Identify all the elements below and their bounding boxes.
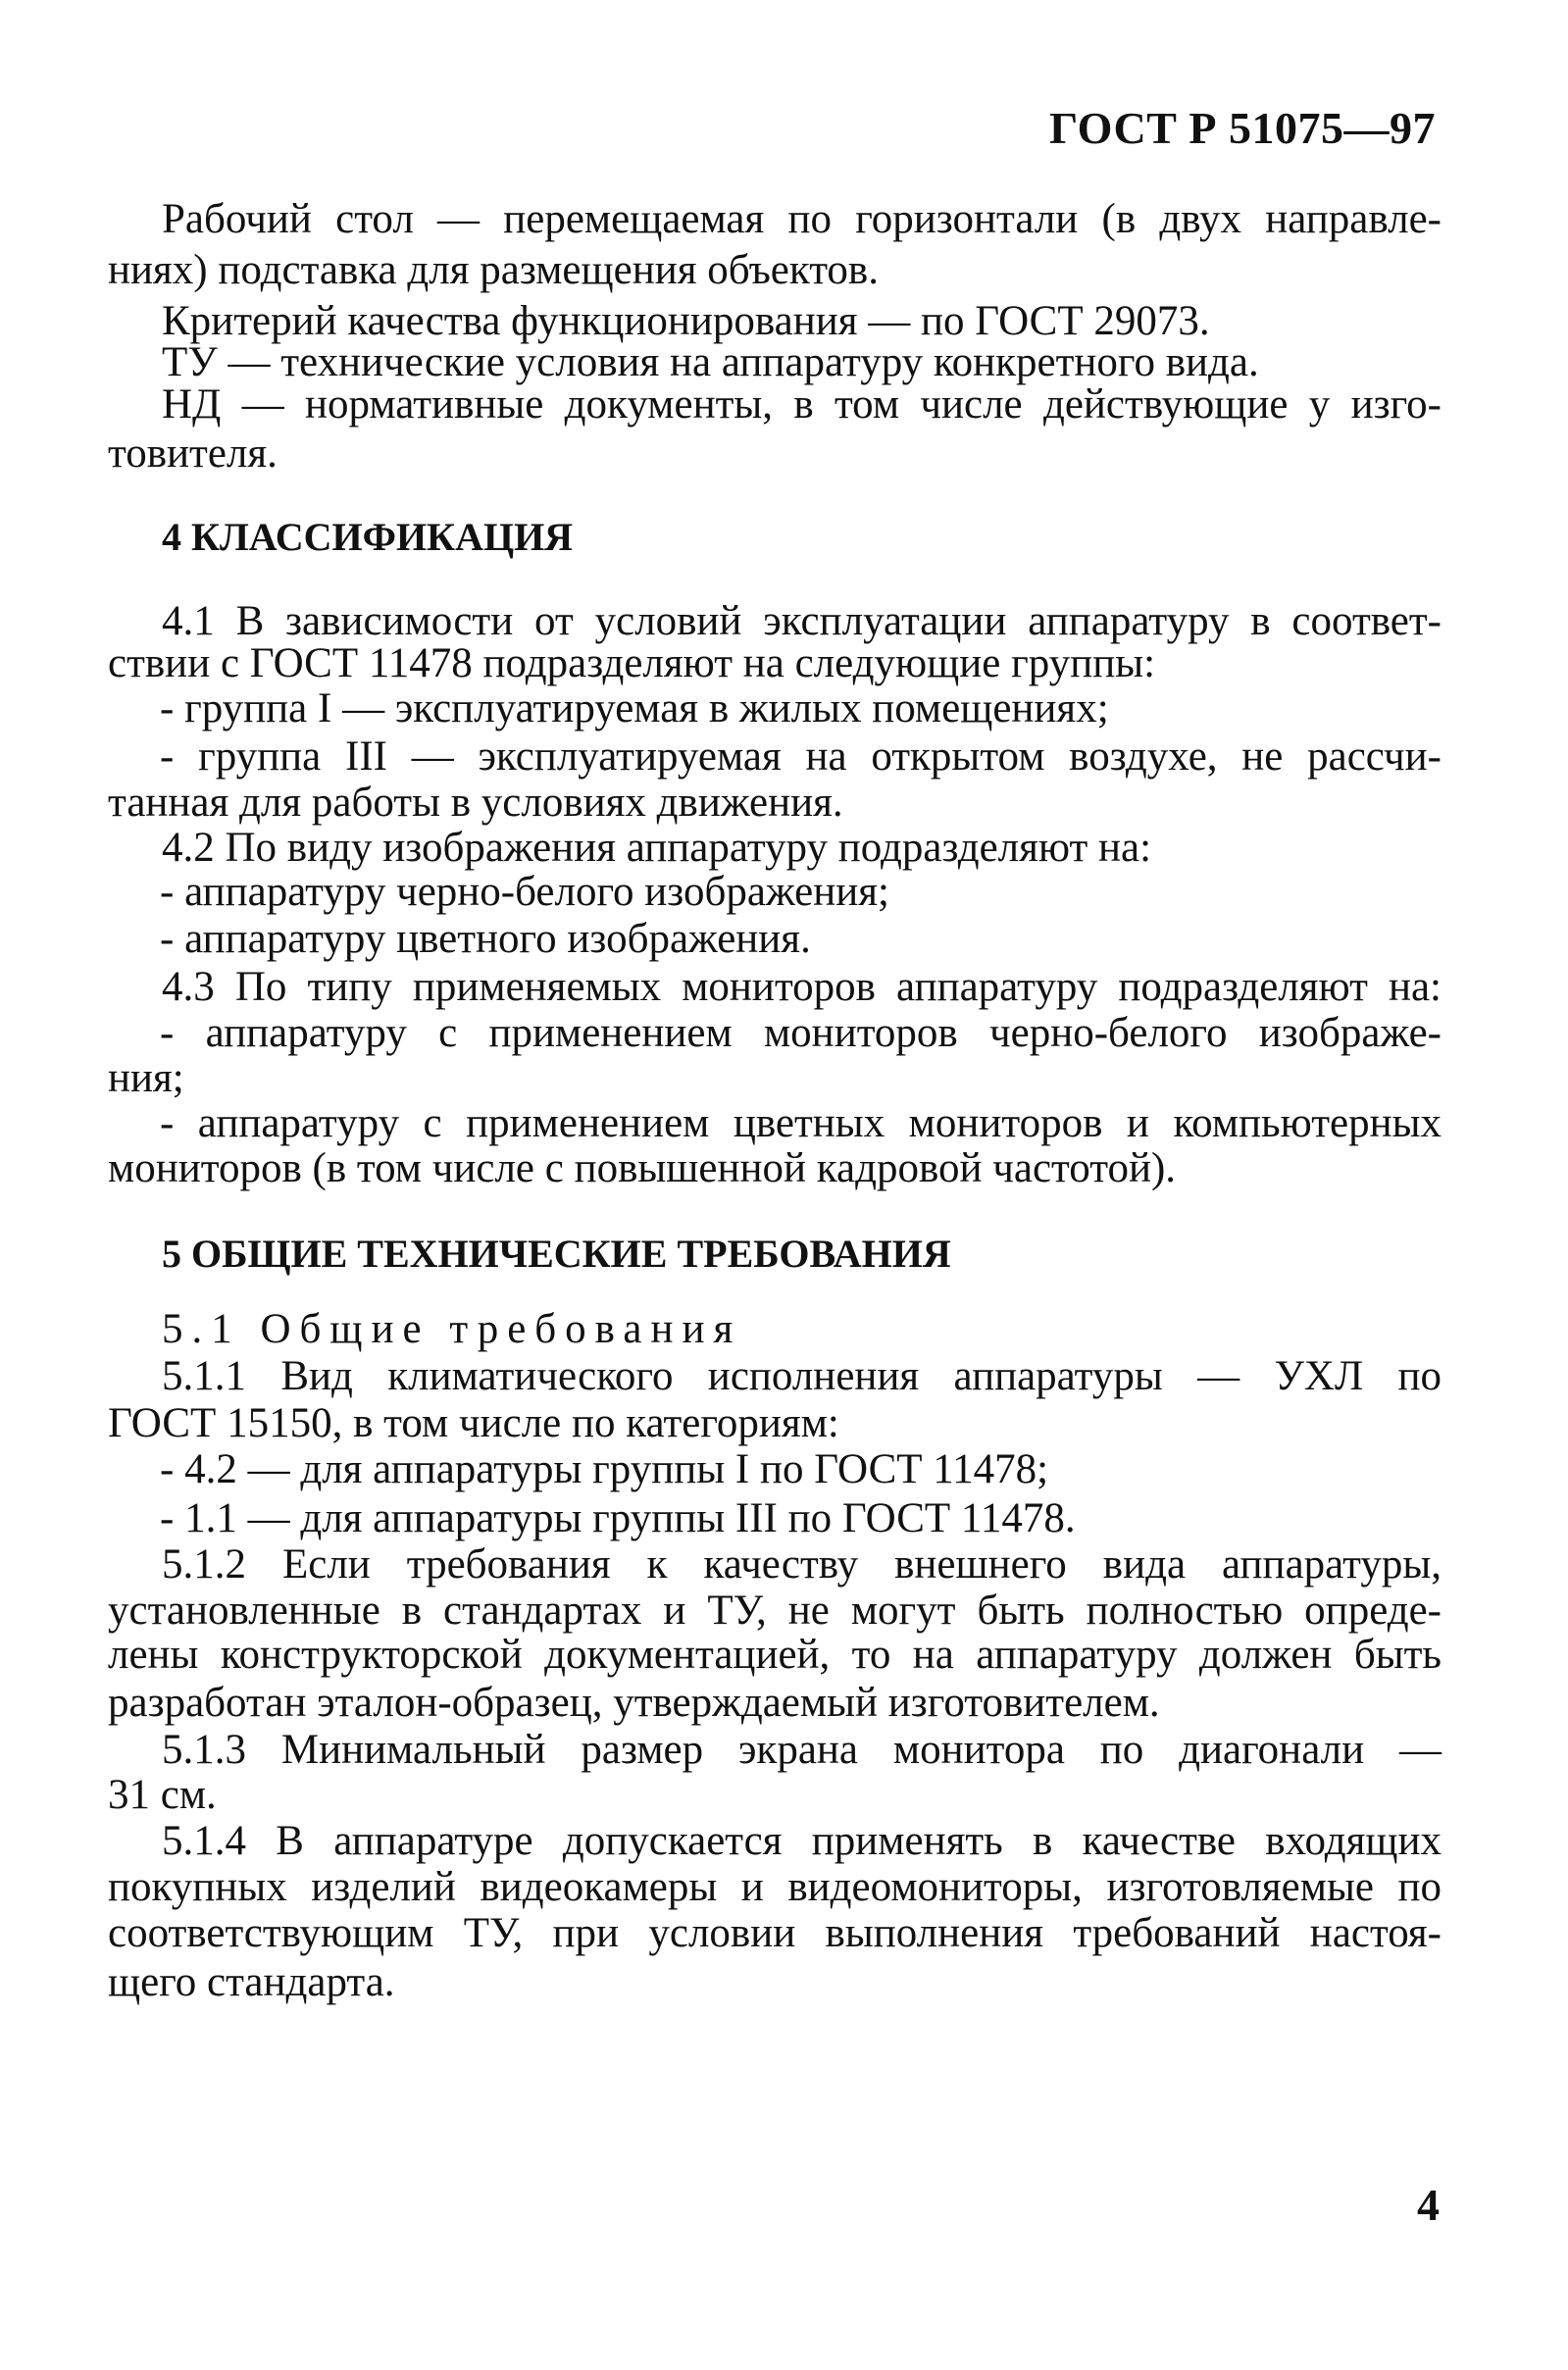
text-line: Критерий качества функционирования — по ГОСТ 29073. bbox=[162, 298, 1210, 344]
list-item: - аппаратуру с применением мониторов черно-белого изображе- bbox=[160, 1010, 1442, 1056]
document-code-header: ГОСТ Р 51075—97 bbox=[1049, 103, 1436, 153]
text-line: танная для работы в условиях движения. bbox=[108, 780, 843, 826]
text-line: 4.3 По типу применяемых мониторов аппаратуру подразделяют на: bbox=[162, 964, 1442, 1010]
list-item: - аппаратуру с применением цветных мониторов и компьютерных bbox=[160, 1100, 1442, 1146]
list-item: - группа III — эксплуатируемая на открытом воздухе, не рассчи- bbox=[160, 733, 1442, 780]
text-line: покупных изделий видеокамеры и видеомониторы, изготовляемые по bbox=[108, 1864, 1442, 1910]
list-item: - группа I — эксплуатируемая в жилых помещениях; bbox=[160, 685, 1109, 731]
text-line: соответствующим ТУ, при условии выполнения требований настоя- bbox=[108, 1910, 1442, 1956]
text-line: разработан эталон-образец, утверждаемый изготовителем. bbox=[108, 1680, 1160, 1726]
text-line: ТУ — технические условия на аппаратуру конкретного вида. bbox=[162, 339, 1259, 385]
section-4-heading: 4 КЛАССИФИКАЦИЯ bbox=[162, 515, 574, 559]
text-line: 5.1.2 Если требования к качеству внешнего вида аппаратуры, bbox=[162, 1541, 1442, 1588]
page-number: 4 bbox=[1417, 2180, 1440, 2230]
text-line: мониторов (в том числе с повышенной кадровой частотой). bbox=[108, 1145, 1177, 1191]
text-line: 5.1.4 В аппаратуре допускается применять в качестве входящих bbox=[162, 1818, 1442, 1864]
text-line: 4.1 В зависимости от условий эксплуатации аппаратуру в соответ- bbox=[162, 598, 1442, 644]
text-line: НД — нормативные документы, в том числе действующие у изго- bbox=[162, 381, 1442, 428]
text-line: 5.1.3 Минимальный размер экрана монитора по диагонали — bbox=[162, 1727, 1442, 1773]
text-line: ГОСТ 15150, в том числе по категориям: bbox=[108, 1400, 839, 1446]
subsection-heading: 5.1 Общие требования bbox=[162, 1306, 742, 1352]
text-line: 5.1.1 Вид климатического исполнения аппаратуры — УХЛ по bbox=[162, 1353, 1442, 1399]
text-line: 31 см. bbox=[108, 1772, 217, 1818]
text-line: ниях) подставка для размещения объектов. bbox=[108, 247, 879, 293]
text-line: товителя. bbox=[108, 430, 278, 477]
text-line: Рабочий стол — перемещаемая по горизонтали (в двух направле- bbox=[162, 196, 1442, 242]
list-item: - 4.2 — для аппаратуры группы I по ГОСТ 11478; bbox=[160, 1446, 1049, 1492]
text-line: установленные в стандартах и ТУ, не могут быть полностью опреде- bbox=[108, 1588, 1442, 1634]
list-item: - аппаратуру черно-белого изображения; bbox=[160, 869, 889, 915]
text-line: 4.2 По виду изображения аппаратуру подразделяют на: bbox=[162, 825, 1152, 871]
section-5-heading: 5 ОБЩИЕ ТЕХНИЧЕСКИЕ ТРЕБОВАНИЯ bbox=[162, 1232, 951, 1276]
text-line: ния; bbox=[108, 1055, 184, 1101]
list-item: - 1.1 — для аппаратуры группы III по ГОСТ 11478. bbox=[160, 1495, 1076, 1541]
list-item: - аппаратуру цветного изображения. bbox=[160, 916, 811, 962]
text-line: щего стандарта. bbox=[108, 1959, 395, 2005]
text-line: ствии с ГОСТ 11478 подразделяют на следующие группы: bbox=[108, 640, 1156, 686]
text-line: лены конструкторской документацией, то на аппаратуру должен быть bbox=[108, 1632, 1442, 1678]
